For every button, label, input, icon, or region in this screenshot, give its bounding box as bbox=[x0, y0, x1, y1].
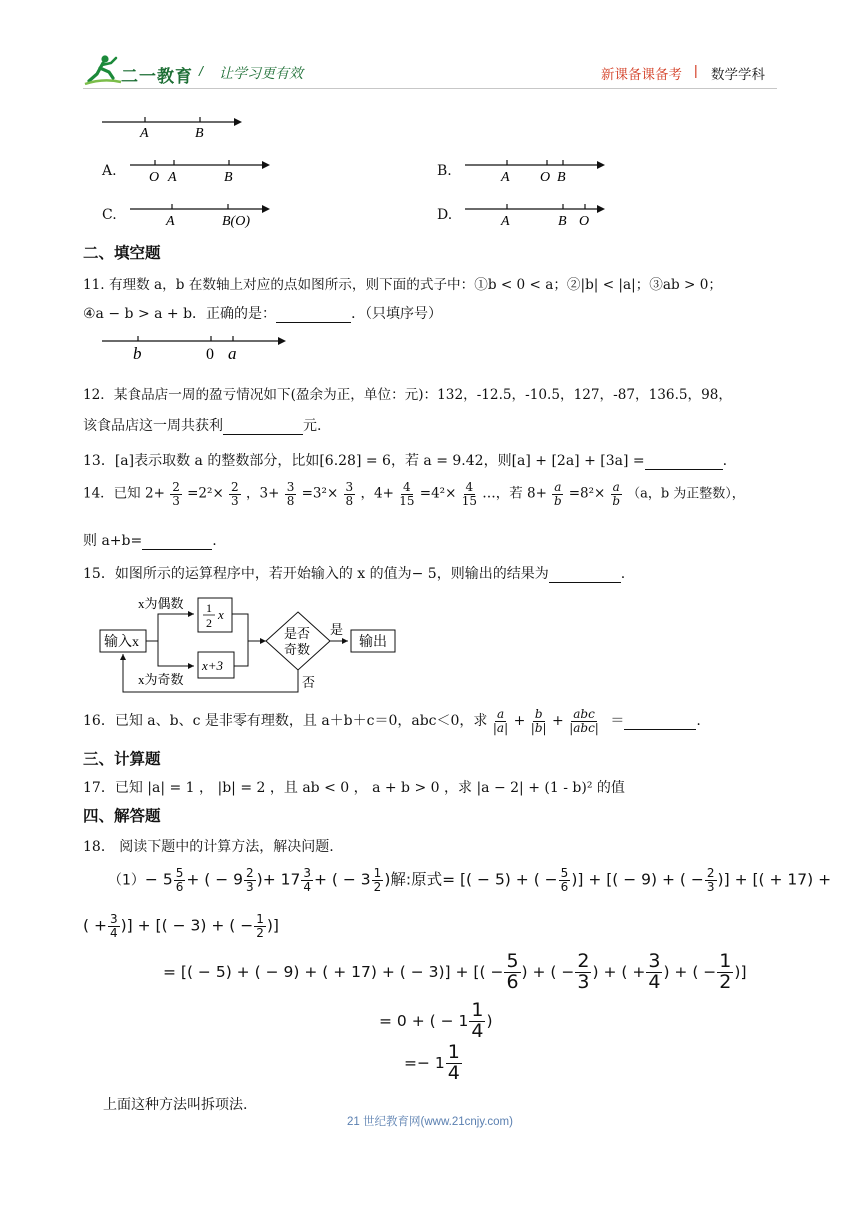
fraction: $\frac{3}{4}$ bbox=[303, 866, 311, 894]
fraction: $\frac{a}{|a|}$ bbox=[492, 707, 509, 735]
q11-text: ④a − b > a + b．正确的是： bbox=[83, 306, 277, 322]
diamond-line2: 奇数 bbox=[284, 642, 311, 657]
fraction: $\frac{4}{15}$ bbox=[461, 480, 477, 508]
fraction: $\frac{a}{b}$ bbox=[554, 480, 562, 508]
input-label: 输入x bbox=[104, 635, 139, 650]
q18-line4 bbox=[379, 1001, 493, 1042]
axis-label-b-o: B(O) bbox=[222, 214, 250, 229]
plus: + bbox=[552, 713, 564, 730]
fraction: $\frac{2}{3}$ bbox=[706, 866, 715, 894]
q15-text-end: . bbox=[620, 566, 626, 582]
q18-line1 bbox=[108, 867, 831, 893]
axis-label-a: A bbox=[166, 214, 175, 229]
fraction: $\frac{1}{2}$ bbox=[719, 950, 732, 993]
fraction: $\frac{2}{3}$ bbox=[577, 950, 590, 993]
header-tag-right: 数学学科 bbox=[711, 67, 765, 82]
fraction: $\frac{1}{2}$ bbox=[373, 866, 382, 894]
q12-line1: 12．某食品店一周的盈亏情况如下(盈余为正，单位：元)：132，-12.5，-10.5，127，-87，136.5，98， bbox=[83, 387, 733, 403]
q14-term: ，4+ bbox=[360, 485, 394, 502]
q14-term: ，3+ bbox=[245, 485, 280, 502]
logo-text: 二一教育 bbox=[121, 67, 193, 86]
axis-label-o: O bbox=[579, 214, 590, 229]
q12-text-end: 元. bbox=[303, 418, 322, 434]
term: ( + bbox=[83, 916, 107, 935]
q14-term: 2+ bbox=[144, 485, 165, 502]
header-tag-left: 新课备课备考 bbox=[601, 67, 682, 82]
option-a-axis bbox=[128, 158, 278, 188]
solution-start: 解:原式= [( − 5) + ( − bbox=[390, 870, 558, 889]
q16-answer-blank[interactable] bbox=[624, 713, 696, 730]
fraction: $\frac{1}{2}$ bbox=[256, 912, 264, 940]
q15-text: 15．如图所示的运算程序中，若开始输入的 x 的值为− 5，则输出的结果为 bbox=[83, 566, 549, 582]
decision-diamond bbox=[266, 612, 330, 670]
term: =− 1 bbox=[404, 1053, 445, 1072]
option-letter: D. bbox=[437, 207, 453, 223]
option-letter: C. bbox=[102, 207, 117, 223]
axis-label-b: B bbox=[224, 170, 233, 185]
equals: ＝ bbox=[610, 713, 625, 730]
fraction: $\frac{3}{4}$ bbox=[109, 912, 118, 940]
term: )] bbox=[266, 916, 279, 935]
q14-term: =4²× bbox=[419, 485, 457, 502]
half-num: 1 bbox=[206, 601, 212, 615]
section-heading-solve: 四、解答题 bbox=[83, 807, 161, 825]
option-d[interactable] bbox=[437, 202, 617, 232]
term: ) bbox=[384, 870, 391, 889]
fraction: $\frac{b}{|b|}$ bbox=[530, 707, 547, 735]
yes-label: 是 bbox=[330, 622, 344, 637]
section-heading-fill: 二、填空题 bbox=[83, 244, 161, 262]
option-letter: A. bbox=[102, 163, 117, 179]
axis-label-a: a bbox=[228, 344, 237, 363]
fraction: $\frac{a}{b}$ bbox=[612, 480, 621, 508]
q14-condition: （a，b 为正整数）， bbox=[627, 486, 745, 502]
axis-label-a: A bbox=[140, 126, 149, 141]
term: = 0 + ( − 1 bbox=[379, 1011, 469, 1030]
q18-intro: 18． 阅读下题中的计算方法，解决问题. bbox=[83, 839, 334, 855]
output-label: 输出 bbox=[359, 635, 387, 650]
term: − 5 bbox=[144, 870, 173, 889]
option-a[interactable] bbox=[102, 158, 282, 188]
q14-number: 14．已知 bbox=[83, 485, 141, 502]
q14-text-end: . bbox=[212, 533, 217, 549]
fraction: $\frac{2}{3}$ bbox=[231, 480, 239, 508]
term: )] + [( − 9) + ( − bbox=[571, 870, 704, 889]
slogan: 让学习更有效 bbox=[219, 65, 303, 81]
q16-text-end: . bbox=[696, 713, 701, 730]
option-b[interactable] bbox=[437, 158, 617, 188]
half-den: 2 bbox=[206, 616, 212, 630]
q14-term: =8²× bbox=[568, 485, 606, 502]
axis-label-o: O bbox=[149, 170, 160, 185]
even-label: x为偶数 bbox=[138, 596, 184, 611]
no-label: 否 bbox=[302, 675, 316, 690]
fraction: $\frac{3}{8}$ bbox=[286, 480, 295, 508]
q14-line1 bbox=[83, 481, 745, 507]
q14-answer-blank[interactable] bbox=[142, 533, 212, 550]
q11-axis bbox=[100, 331, 300, 363]
option-d-axis bbox=[463, 202, 613, 232]
fraction: $\frac{4}{15}$ bbox=[399, 480, 415, 508]
q18-line2 bbox=[83, 913, 279, 939]
q15-answer-blank[interactable] bbox=[549, 566, 621, 583]
q14-term: =3²× bbox=[301, 485, 339, 502]
q11-line1: 11. 有理数 a，b 在数轴上对应的点如图所示，则下面的式子中：①b < 0 < a；②|b| < |a|；③ab > 0； bbox=[83, 277, 722, 293]
fraction: $\frac{\text{abc}}{\text{|abc|}}$ bbox=[569, 707, 599, 735]
fraction: $\frac{3}{8}$ bbox=[345, 480, 354, 508]
axis-label-o: O bbox=[540, 170, 551, 185]
axis-label-b: B bbox=[195, 126, 204, 141]
option-c[interactable] bbox=[102, 202, 282, 232]
q13-answer-blank[interactable] bbox=[645, 453, 723, 470]
plus3-label: x+3 bbox=[202, 658, 224, 673]
axis-label-a: A bbox=[168, 170, 177, 185]
part-label: （1） bbox=[108, 872, 145, 889]
fraction: $\frac{3}{4}$ bbox=[648, 950, 661, 993]
page-footer: 21 世纪教育网(www.21cnjy.com) bbox=[347, 1116, 513, 1128]
q16-line bbox=[83, 708, 701, 734]
q12-answer-blank[interactable] bbox=[223, 418, 303, 435]
plus: + bbox=[513, 713, 526, 730]
term: + 17 bbox=[262, 870, 301, 889]
page-header bbox=[83, 56, 777, 88]
term: ) + ( − bbox=[663, 962, 717, 981]
axis-label-a: A bbox=[501, 214, 510, 229]
section-heading-calc: 三、计算题 bbox=[83, 750, 161, 768]
q18-closing: 上面这种方法叫拆项法. bbox=[103, 1097, 248, 1113]
term: + ( − 3 bbox=[314, 870, 371, 889]
term: = [( − 5) + ( − 9) + ( + 17) + ( − 3)] + [( − bbox=[163, 962, 504, 981]
header-rule bbox=[83, 88, 777, 89]
term: )] + [( − 3) + ( − bbox=[120, 916, 254, 935]
q12-line2 bbox=[83, 415, 321, 435]
fraction: $\frac{5}{6}$ bbox=[175, 866, 184, 894]
term: )] + [( + 17) + bbox=[717, 870, 832, 889]
fraction: $\frac{5}{6}$ bbox=[506, 950, 519, 993]
q18-line3 bbox=[163, 952, 747, 993]
slogan-separator: / bbox=[199, 63, 203, 79]
header-separator: | bbox=[694, 62, 698, 78]
half-var: x bbox=[218, 607, 224, 622]
fraction: $\frac{1}{4}$ bbox=[471, 999, 484, 1042]
axis-label-b: B bbox=[557, 170, 566, 185]
q16-text: 16．已知 a、b、c 是非零有理数，且 a＋b＋c＝0，abc＜0，求 bbox=[83, 713, 488, 730]
option-c-axis bbox=[128, 202, 278, 232]
term: + ( − 9 bbox=[186, 870, 244, 889]
term: ) + ( − bbox=[521, 962, 575, 981]
term: ) bbox=[256, 870, 263, 889]
q14-term: =2²× bbox=[187, 485, 224, 502]
q11-line2 bbox=[83, 303, 442, 323]
q17-line: 17．已知 |a| = 1 ， |b| = 2 ，且 ab < 0 ， a + b > 0 ，求 |a − 2| + (1 - b)² 的值 bbox=[83, 780, 625, 796]
q15-flowchart bbox=[98, 592, 398, 694]
question10-axis bbox=[100, 112, 250, 142]
fraction: $\frac{2}{3}$ bbox=[172, 480, 180, 508]
fraction: $\frac{2}{3}$ bbox=[246, 866, 254, 894]
q13-text: 13．[a]表示取数 a 的整数部分，比如[6.28] = 6，若 a = 9.42，则[a] + [2a] + [3a] = bbox=[83, 453, 645, 469]
q14-term: …，若 8+ bbox=[482, 485, 547, 502]
q15-line bbox=[83, 563, 625, 583]
fraction: $\frac{5}{6}$ bbox=[560, 866, 569, 894]
fraction: $\frac{1}{4}$ bbox=[447, 1041, 460, 1084]
runner-logo-icon bbox=[83, 54, 123, 88]
option-letter: B. bbox=[437, 163, 452, 179]
odd-label: x为奇数 bbox=[138, 672, 184, 687]
axis-label-b: B bbox=[558, 214, 567, 229]
option-b-axis bbox=[463, 158, 613, 188]
q18-line5 bbox=[404, 1043, 463, 1084]
axis-label-zero: 0 bbox=[206, 346, 214, 363]
q13-text-end: . bbox=[722, 453, 728, 469]
axis-label-a: A bbox=[501, 170, 510, 185]
q14-line2 bbox=[83, 530, 217, 550]
q13-line bbox=[83, 450, 727, 470]
q11-answer-blank[interactable] bbox=[276, 306, 351, 323]
q11-text-end: ．（只填序号） bbox=[351, 306, 443, 322]
q14-text: 则 a+b= bbox=[83, 533, 143, 549]
term: ) bbox=[486, 1011, 493, 1030]
term: )] bbox=[734, 962, 747, 981]
diamond-line1: 是否 bbox=[284, 626, 311, 641]
q12-text: 该食品店这一周共获利 bbox=[83, 418, 223, 434]
term: ) + ( + bbox=[592, 962, 646, 981]
axis-label-b: b bbox=[133, 344, 142, 363]
